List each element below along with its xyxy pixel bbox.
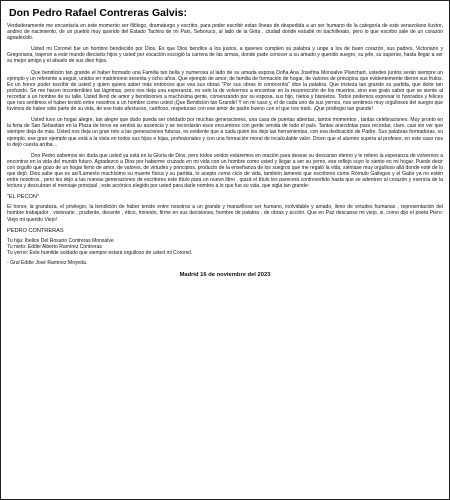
signature-author: - Gral Eddie José Ramírez Moyeda. [7, 260, 88, 266]
signature-line-son-in-law: Tu yerno: Este humilde soldado que siempre estará orgulloso de usted mi Coronel. [7, 249, 193, 256]
paragraph-family: Que bendición tan grande el haber formado una Familia tan bella y numerosa al lado de su amada esposa Doña Ana Josefina Monsalve Planchart, ustedes juntos serán siempre un ejemplo y un referente a seguir, unidos en matrimonio sesenta y ocho años. Que ejemplo de amor, de familia de formación de hogar, de valores de principios que evidentemente dieron sus frutos. Es un honor poder escribir de usted y quien quiera saber más entonces que vea sus obras “Por sus obras lo conoceréis” dice la palabra. Que tristeza tan grande su partida, que dolor tan profundo. Se me hacen incontenibles las lágrimas, pero nos deja una esperanza, no solo la de volvernos a encontrar en la resurrección de los muertos, sino ese grato sabor que se siente al recordar a un hombre de su talle. Usted llenó de amor y bendiciones a muchísima gente, comenzando por su esposa, sus hijo, nietos y bisnietos. Todos podemos expresar lo honrados y felices que nos sentimos el haber tenido entre nosotros a un hombre como usted ¡Que Bendición tan Grande! Y en mi caso y, el de cada uno de sus yernos, nos sentimos muy orgullosos del suegro que tuvimos de haber sido parte de su vida, de ese trato afectuoso, cariñoso, respetuoso con ese amor de padre bueno con el que nos trató. ¡Que privilegio tan grande! [7, 69, 443, 113]
paragraph-closing: El honor, la grandeza, el privilegio, la bendición de haber tenido entre nosotros a un grande y maravilloso ser humano, inolvidable y amado, lleno de virtudes humanas , representación del hombre trabajador , visionario , prudente, decente , ético, honesto, firme en sus decisiones, hombre de palabra , de obras y acción. Que en Paz descanse mi viejo, si, como dijo el poeta Piero: Viejo mi querido Viejo! [7, 204, 443, 223]
letter-title: Don Pedro Rafael Contreras Galvis: [9, 7, 187, 19]
paragraph-intro: Verdaderamente me encantaría en este momento ser filólogo, dramaturgo y escritor, para poder escribir estas líneas de despedida a un ser humano de la categoría de este venezolano ilustre, andino de nacimiento, de un pueblo muy querido del Estado Tachira de mi País, Seboruco, al lado de la Grita , ciudad donde estudié mi bachillerato, pero lo que escribo sale de un corazón agradecido. [7, 23, 443, 42]
paragraph-gloria: Don Pedro sabemos sin duda que usted ya está en la Gloria de Dios, pero todos unidos estaremos en oración para desear su descanso eterno y le reitero la esperanza de volvernos a encontrar en la vida del mundo futuro. Agradezco a Dios por haberme cruzado en mi vida con un hombre como usted y llegar a ser su yerno, ese reflejo suyo lo siento en mi hogar. Puedo decir con orgullo que gozo de un hogar lleno de amor, de valores, de virtudes y principios, producto de la enseñanza de los suegros que me regaló la vida, siéntase muy orgulloso allá donde esté de lo que dejó. Dios sabe que es así!Lamento muchísimo su muerte física y su partida, lo acepto como ciclo de vida, también lamento que escritores como Rómulo Gallegos y el Gabo ya no estén entre nosotros , pero les dejo a las nuevas generaciones de escritores este título para un nuevo libro , quizá el título les parecerá controvertido hasta que se adentren al corazón y esencia de la lectura y descubran el mensaje principal , este acrónico elegido por usted para darle nombre a lo que fue su vida, que sigla tan grande: [7, 152, 443, 190]
signature-line-grandson: Tu nieto: Eddie Alberto Ramírez Contreras [7, 243, 102, 250]
pecon-heading: “EL PECON” [7, 194, 39, 201]
paragraph-home: Usted tuvo un hogar alegre, tan alegre que dudo pueda ser olvidado por muchas generaciones, una casa de puertas abiertas, tantos momentos , tantas celebraciones. Muy pronto en la feria de San Sebastian en la Plaza de toros se sentirá su ausencia y se recordarán esos encuentros con gente venida de todo el país. Tantas anécdotas para recordar, claro, casi sin ver que siempre deja de más. Usted nos deja un gran reto a las generaciones futuras, es evidente que a cada quien les dejo las herramientas, con esa dedicación de Padre. Sus palabras formadoras, su ejemplo, ese gran ejemplo que está a la vista en todos sus hijos e hijas, profesionales y con una formación moral de incalculable valor. Dicen que el alumno supera al profesor, en este caso nos lo dejó cuesta arriba… [7, 117, 443, 148]
place-date-footer: Madrid 16 de noviembre del 2023 [179, 272, 271, 279]
signature-line-daughter: Tu hija: Ibelice Del Rosario Contreras Monsalve [7, 237, 114, 244]
paragraph-coronel: Usted mi Coronel fue un hombre bendecido por Dios. Es que Dios bendice a los justos, a quienes cumplen su palabra y unge a los de buen corazón, sus padres, Victoriano y Gregoriana, trajeron a este mundo dieciséis hijos y usted por vocación escogió la carrera de las armas, donde pude conocer a su amado y querido suegro, su jefe, su superior, hasta llegar a ser su mejor amigo y el abuelo de sus diez hijos. [7, 46, 443, 65]
signature-name: PEDRO CONTRERAS [7, 227, 64, 234]
